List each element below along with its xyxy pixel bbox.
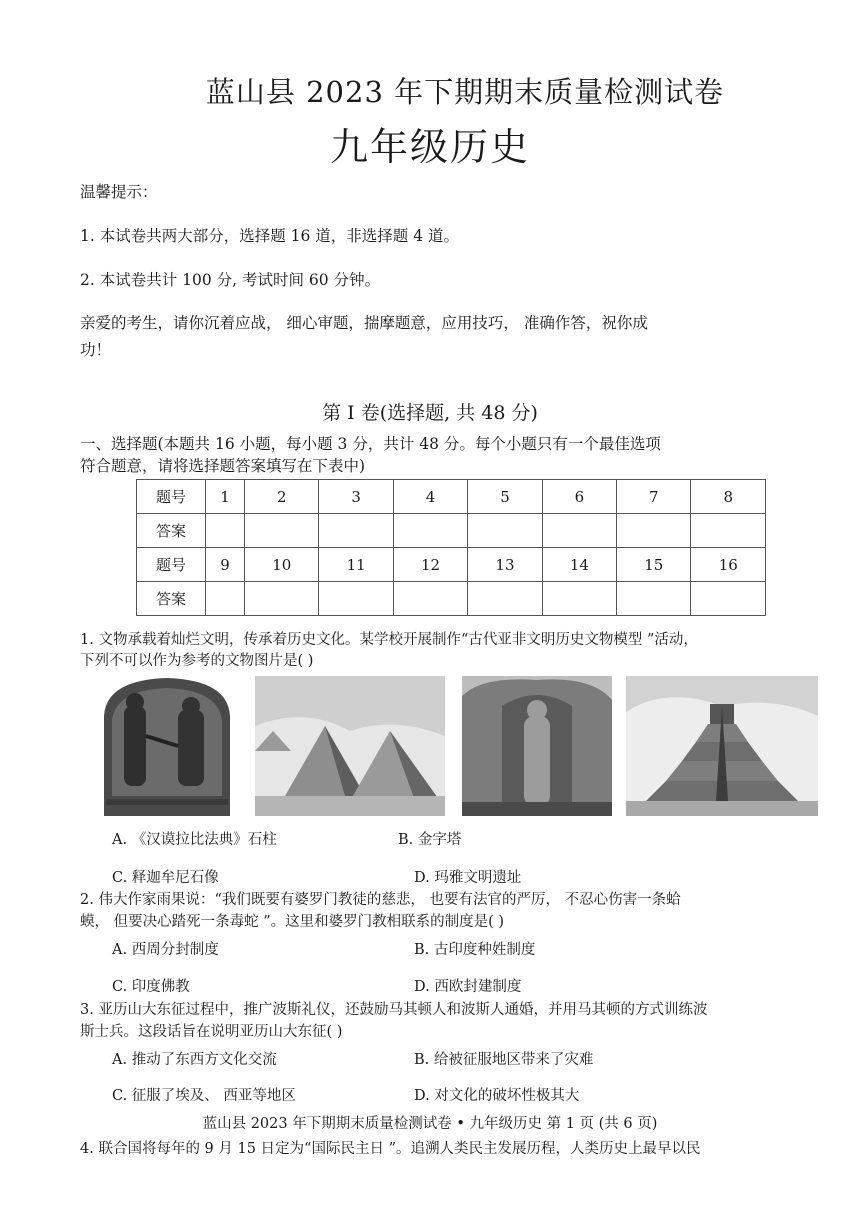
table-row (137, 514, 766, 548)
maya-pyramid-image (626, 676, 818, 816)
answer-cell[interactable] (245, 582, 319, 616)
q3-option-c[interactable]: C. 征服了埃及、 西亚等地区 (112, 1088, 296, 1104)
question-number: 13 (468, 548, 542, 582)
notice-item-1: 1. 本试卷共两大部分，选择题 16 道，非选择题 4 道。 (80, 227, 460, 245)
answer-cell[interactable] (542, 514, 616, 548)
question-number: 3 (319, 480, 393, 514)
table-row (137, 582, 766, 616)
answer-cell[interactable] (245, 514, 319, 548)
question-number: 2 (245, 480, 319, 514)
answer-cell[interactable] (393, 514, 467, 548)
notice-heading: 温馨提示： (80, 183, 158, 201)
section-title: 第 I 卷(选择题, 共 48 分) (322, 402, 538, 424)
buddha-statue-image (462, 676, 612, 816)
hammurabi-stele-image (96, 676, 238, 816)
q1-option-d[interactable]: D. 玛雅文明遗址 (414, 870, 522, 886)
q1-option-a[interactable]: A. 《汉谟拉比法典》石柱 (112, 832, 277, 848)
q3-stem-line1: 3. 亚历山大东征过程中，推广波斯礼仪，还鼓励马其顿人和波斯人通婚，并用马其顿的方式训练波 (80, 1002, 708, 1018)
question-number: 11 (319, 548, 393, 582)
answer-cell[interactable] (319, 582, 393, 616)
subject-title: 九年级历史 (329, 125, 530, 169)
row-label: 题号 (137, 548, 206, 582)
section-instruction-line2: 符合题意，请将选择题答案填写在下表中) (80, 457, 366, 475)
answer-cell[interactable] (319, 514, 393, 548)
answer-cell[interactable] (468, 514, 542, 548)
question-number: 15 (617, 548, 691, 582)
q2-option-a[interactable]: A. 西周分封制度 (112, 942, 219, 958)
question-number: 12 (393, 548, 467, 582)
notice-item-2: 2. 本试卷共计 100 分, 考试时间 60 分钟。 (80, 271, 381, 289)
q3-stem-line2: 斯士兵。这段话旨在说明亚历山大东征( ) (80, 1024, 343, 1040)
page-footer: 蓝山县 2023 年下期期末质量检测试卷 • 九年级历史 第 1 页 (共 6 页) (202, 1116, 658, 1132)
q1-stem-line2: 下列不可以作为参考的文物图片是( ) (80, 653, 314, 669)
answer-cell[interactable] (691, 514, 766, 548)
answer-cell[interactable] (542, 582, 616, 616)
answer-cell[interactable] (393, 582, 467, 616)
answer-cell[interactable] (206, 582, 245, 616)
question-number: 1 (206, 480, 245, 514)
q1-stem-line1: 1. 文物承载着灿烂文明，传承着历史文化。某学校开展制作“古代亚非文明历史文物模型 ”活动， (80, 632, 698, 648)
answer-cell[interactable] (617, 582, 691, 616)
notice-encourage-line1: 亲爱的考生，请你沉着应战， 细心审题，揣摩题意，应用技巧， 准确作答，祝你成 (80, 314, 648, 332)
row-label: 答案 (137, 582, 206, 616)
row-label: 题号 (137, 480, 206, 514)
row-label: 答案 (137, 514, 206, 548)
q2-stem-line2: 蟆， 但要决心踏死一条毒蛇 ”。这里和婆罗门教相联系的制度是( ) (80, 914, 505, 930)
table-row (137, 548, 766, 582)
q1-option-b[interactable]: B. 金字塔 (398, 832, 462, 848)
question-number: 9 (206, 548, 245, 582)
notice-encourage-line2: 功！ (80, 341, 112, 359)
q1-option-c[interactable]: C. 释迦牟尼石像 (112, 870, 219, 886)
q2-option-d[interactable]: D. 西欧封建制度 (414, 979, 522, 995)
question-number: 14 (542, 548, 616, 582)
q2-option-c[interactable]: C. 印度佛教 (112, 979, 190, 995)
answer-cell[interactable] (617, 514, 691, 548)
pyramids-image (255, 676, 445, 816)
q2-stem-line1: 2. 伟大作家雨果说：“我们既要有婆罗门教徒的慈悲， 也要有法官的严厉， 不忍心伤害一条蛤 (80, 892, 681, 908)
q4-stem-line1: 4. 联合国将每年的 9 月 15 日定为“国际民主日 ”。追溯人类民主发展历程，人类历史上最早以民 (80, 1141, 701, 1157)
question-number: 7 (617, 480, 691, 514)
q3-option-b[interactable]: B. 给被征服地区带来了灾难 (414, 1052, 594, 1068)
question-number: 4 (393, 480, 467, 514)
answer-cell[interactable] (468, 582, 542, 616)
exam-title: 蓝山县 2023 年下期期末质量检测试卷 (205, 75, 725, 109)
question-number: 5 (468, 480, 542, 514)
question-number: 8 (691, 480, 766, 514)
q3-option-d[interactable]: D. 对文化的破坏性极其大 (414, 1088, 580, 1104)
answer-cell[interactable] (206, 514, 245, 548)
section-instruction-line1: 一、选择题(本题共 16 小题，每小题 3 分，共计 48 分。每个小题只有一个最佳选项 (80, 435, 661, 453)
table-row (137, 480, 766, 514)
q2-option-b[interactable]: B. 古印度种姓制度 (414, 942, 536, 958)
answer-table (136, 479, 766, 616)
question-number: 16 (691, 548, 766, 582)
question-number: 6 (542, 480, 616, 514)
answer-cell[interactable] (691, 582, 766, 616)
question-number: 10 (245, 548, 319, 582)
q3-option-a[interactable]: A. 推动了东西方文化交流 (112, 1052, 277, 1068)
